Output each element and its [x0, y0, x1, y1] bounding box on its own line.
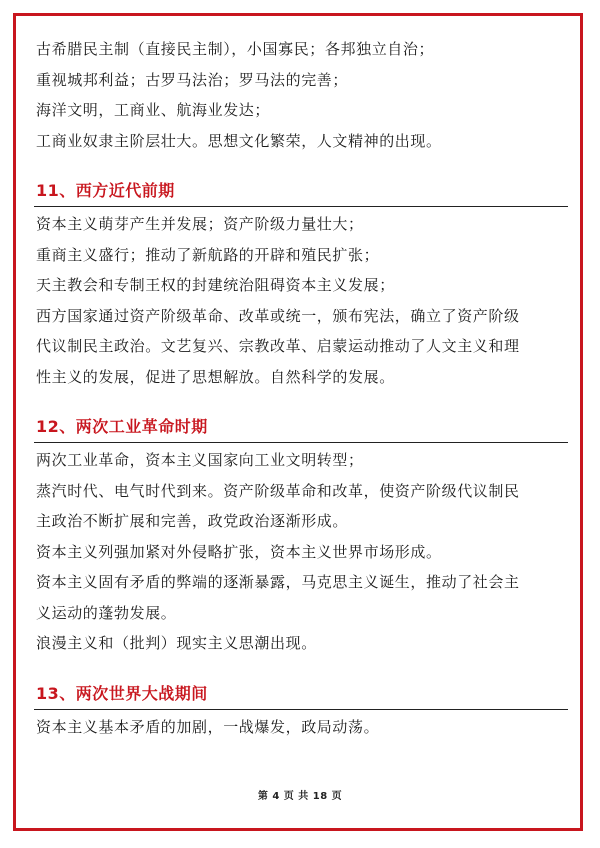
- text-line: 重商主义盛行；推动了新航路的开辟和殖民扩张；: [36, 245, 380, 264]
- section-divider: [34, 206, 568, 207]
- text-line: 西方国家通过资产阶级革命、改革或统一，颁布宪法，确立了资产阶级: [36, 306, 520, 325]
- text-line: 天主教会和专制王权的封建统治阻碍资本主义发展；: [36, 276, 395, 294]
- intro-paragraph: [36, 34, 566, 156]
- text-line: 性主义的发展，促进了思想解放。自然科学的发展。: [36, 367, 395, 386]
- text-line: 海洋文明，工商业、航海业发达；: [36, 101, 271, 119]
- text-line: 主政治不断扩展和完善，政党政治逐渐形成。: [36, 512, 349, 530]
- text-line: 义运动的蓬勃发展。: [36, 603, 177, 622]
- section-divider: [34, 442, 568, 443]
- section-header: [36, 413, 566, 445]
- section-divider: [34, 709, 568, 710]
- page-number: 第 4 页 共 18 页: [257, 791, 343, 802]
- text-line: 资本主义萌芽产生并发展；资产阶级力量壮大；: [36, 215, 364, 233]
- text-line: 代议制民主政治。文艺复兴、宗教改革、启蒙运动推动了人文主义和理: [36, 337, 520, 355]
- text-line: 浪漫主义和（批判）现实主义思潮出现。: [36, 634, 317, 652]
- text-line: 工商业奴隶主阶层壮大。思想文化繁荣，人文精神的出现。: [36, 131, 442, 150]
- section-title: 13、两次世界大战期间: [36, 683, 208, 703]
- section-header: [36, 177, 566, 209]
- text-line: 资本主义固有矛盾的弊端的逐渐暴露，马克思主义诞生，推动了社会主: [36, 573, 520, 591]
- section-11: [36, 177, 566, 392]
- document-body: [36, 34, 566, 742]
- text-line: 资本主义基本矛盾的加剧，一战爆发，政局动荡。: [36, 717, 380, 736]
- section-header: [36, 680, 566, 712]
- section-12: [36, 413, 566, 659]
- section-title: 12、两次工业革命时期: [36, 417, 208, 436]
- text-line: 古希腊民主制（直接民主制），小国寡民；各邦独立自治；: [36, 40, 435, 58]
- section-title: 11、西方近代前期: [36, 181, 175, 200]
- text-line: 两次工业革命，资本主义国家向工业文明转型；: [36, 451, 364, 469]
- text-line: 蒸汽时代、电气时代到来。资产阶级革命和改革，使资产阶级代议制民: [36, 481, 520, 500]
- section-13: [36, 680, 566, 743]
- text-line: 重视城邦利益；古罗马法治；罗马法的完善；: [36, 70, 349, 89]
- text-line: 资本主义列强加紧对外侵略扩张，资本主义世界市场形成。: [36, 542, 442, 561]
